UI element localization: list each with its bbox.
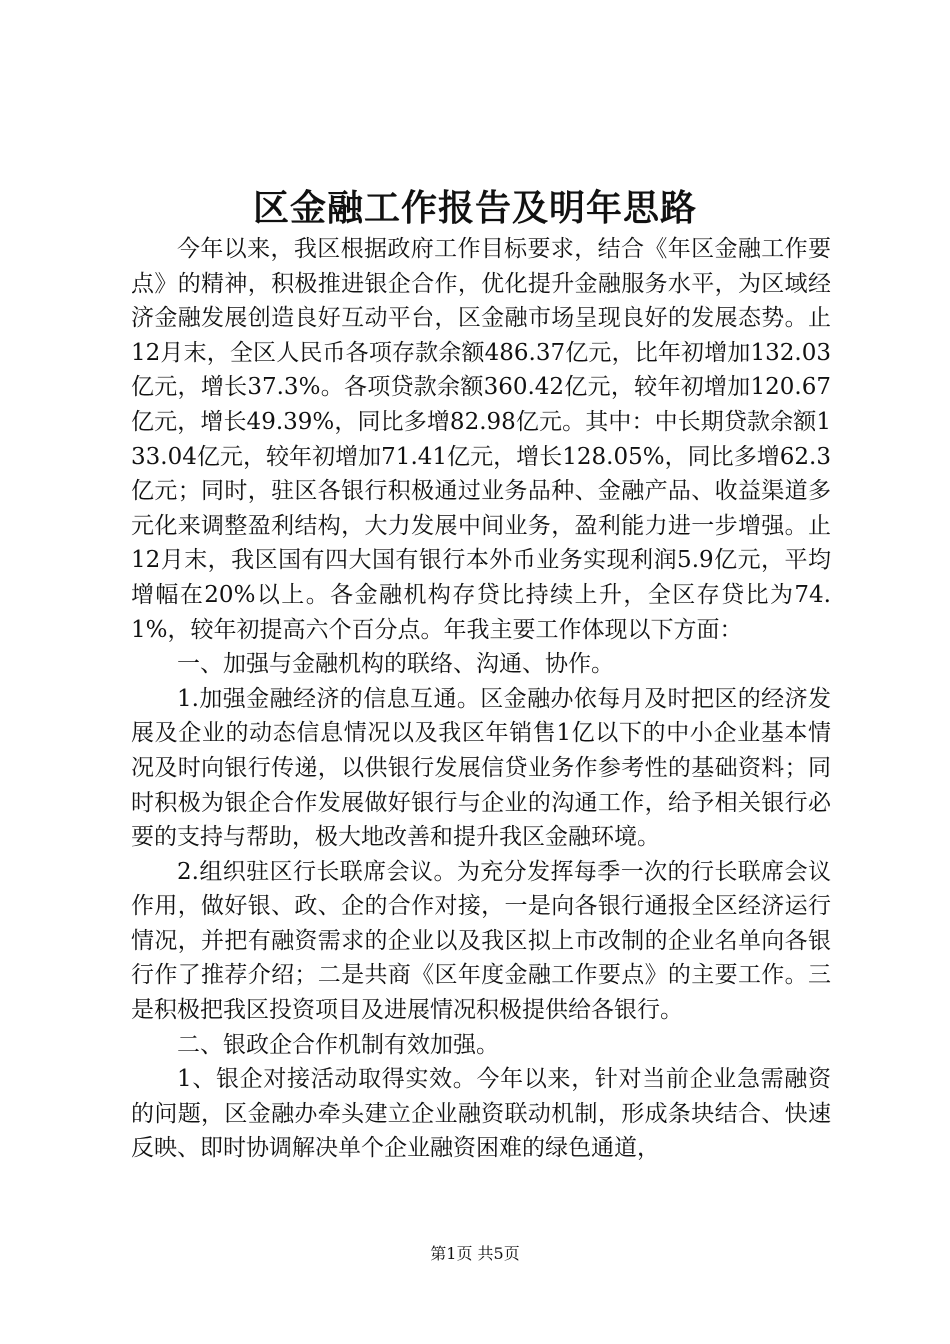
- document-title: 区金融工作报告及明年思路: [252, 187, 697, 229]
- paragraph-1-2: 2.组织驻区行长联席会议。为充分发挥每季一次的行长联席会议作用，做好银、政、企的合作对接，一是向各银行通报全区经济运行情况，并把有融资需求的企业以及我区拟上市改制的企业名单向各银行作了推荐介绍；二是共商《区年度金融工作要点》的主要工作。三是积极把我区投资项目及进展情况积极提供给各银行。: [131, 858, 831, 1024]
- section-heading-1: 一、加强与金融机构的联络、沟通、协作。: [177, 651, 614, 678]
- paragraph-1-1: 1.加强金融经济的信息互通。区金融办依每月及时把区的经济发展及企业的动态信息情况以及我区年销售1亿以下的中小企业基本情况及时向银行传递，以供银行发展信贷业务作参考性的基础资料；同时积极为银企合作发展做好银行与企业的沟通工作，给予相关银行必要的支持与帮助，极大地改善和提升我区金融环境。: [131, 685, 831, 851]
- paragraph-intro: 今年以来，我区根据政府工作目标要求，结合《年区金融工作要点》的精神，积极推进银企合作，优化提升金融服务水平，为区域经济金融发展创造良好互动平台，区金融市场呈现良好的发展态势。止12月末，全区人民币各项存款余额486.37亿元，比年初增加132.03亿元，增长37.3%。各项贷款余额360.42亿元，较年初增加120.67亿元，增长49.39%，同比多增82.98亿元。其中：中长期贷款余额133.04亿元，较年初增加71.41亿元，增长128.05%，同比多增62.3亿元；同时，驻区各银行积极通过业务品种、金融产品、收益渠道多元化来调整盈利结构，大力发展中间业务，盈利能力进一步增强。止12月末，我区国有四大国有银行本外币业务实现利润5.9亿元，平均增幅在20%以上。各金融机构存贷比持续上升，全区存贷比为74.1%，较年初提高六个百分点。年我主要工作体现以下方面：: [131, 236, 831, 643]
- document-body: [131, 232, 831, 1166]
- section-heading-2: 二、银政企合作机制有效加强。: [177, 1031, 499, 1058]
- page-number-footer: 第1页 共5页: [430, 1244, 520, 1263]
- paragraph-2-1: 1、银企对接活动取得实效。今年以来，针对当前企业急需融资的问题，区金融办牵头建立企业融资联动机制，形成条块结合、快速反映、即时协调解决单个企业融资困难的绿色通道，: [131, 1066, 831, 1162]
